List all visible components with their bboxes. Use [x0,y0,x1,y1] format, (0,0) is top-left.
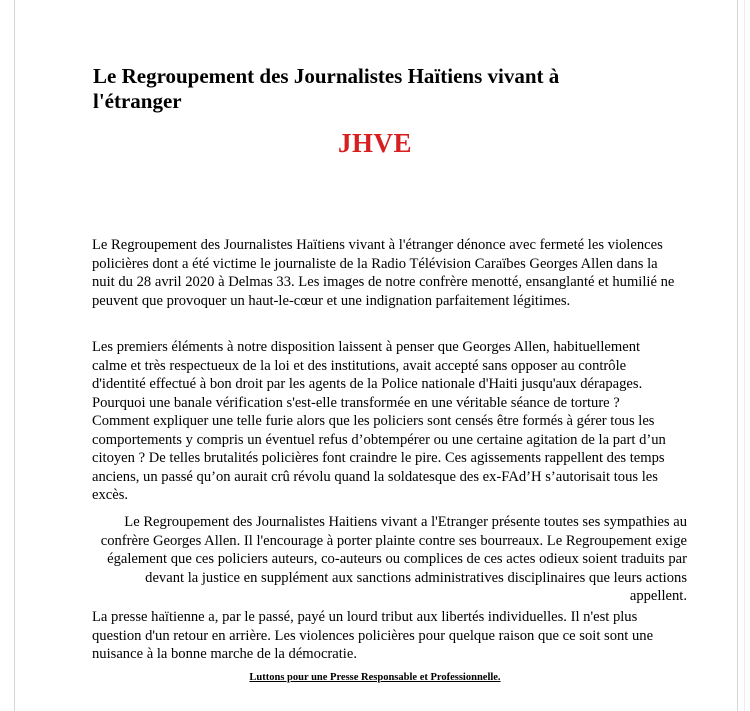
paragraph-first-elements: Les premiers éléments à notre disposition laissent à penser que Georges Allen, habituellement calme et très respectueux de la loi et des institutions, avait accepté sans opposer au contrôle d'identité effectué à bon droit par les agents de la Police nationale d'Haiti jusqu'aux dérapages. Pourquoi une banale vérification s'est-elle transformée en une véritable séance de torture ? Comment expliquer une telle furie alors que les policiers sont censés être formés à gérer tous les comportements y compris un éventuel refus d’obtempérer ou une certaine agitation de la part d’un citoyen ? De telles brutalités policières font craindre le pire. Ces agissements rappellent des temps anciens, un passé qu’on aurait crû révolu quand la soldatesque des ex-FAd’H s’autorisait tous les excès. [92,339,666,503]
paragraph-sympathies: Le Regroupement des Journalistes Haitiens vivant a l'Etranger présente toutes ses sympathies au confrère Georges Allen. Il l'encourage à porter plainte contre ses bourreaux. Le Regroupement exige également que ces policiers auteurs, co-auteurs ou complices de ces actes odieux soient traduits par devant la justice en supplément aux sanctions administratives disciplinaires que leurs actions appellent. [100,514,687,604]
closing-slogan: Luttons pour une Presse Responsable et Professionnelle. [249,672,501,683]
organization-acronym: JHVE [337,128,412,158]
paragraph-denunciation: Le Regroupement des Journalistes Haïtiens vivant à l'étranger dénonce avec fermeté les violences policières dont a été victime le journaliste de la Radio Télévision Caraïbes Georges Allen dans la nuit du 28 avril 2020 à Delmas 33. Les images de notre confrère menotté, ensanglanté et humilié ne peuvent que provoquer un haut-le-cœur et une indignation parfaitement légitimes. [92,237,675,309]
page-left-edge [14,0,15,711]
page-right-edge [737,0,738,711]
document-heading: Le Regroupement des Journalistes Haïtiens vivant à l'étranger [93,64,560,113]
paragraph-press-freedom: La presse haïtienne a, par le passé, payé un lourd tribut aux libertés individuelles. Il n'est plus question d'un retour en arrière. Les violences policières pour quelque raison que ce soit sont une nuisance à la bonne marche de la démocratie. [92,609,654,662]
page-outer-edge [744,0,745,711]
